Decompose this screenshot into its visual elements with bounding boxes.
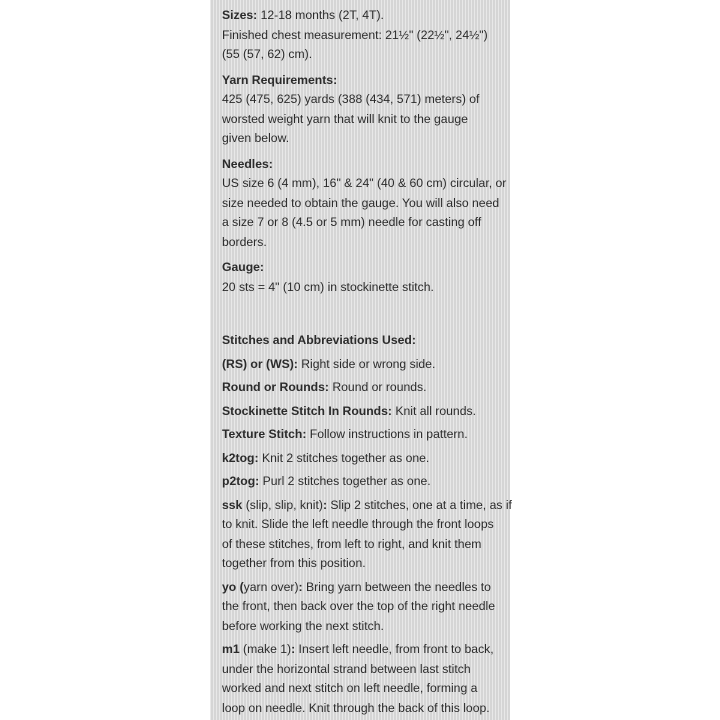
- abbr-def: of these stitches, from left to right, and knit them: [222, 536, 482, 551]
- abbr-term: Texture Stitch:: [222, 427, 307, 441]
- abbr-term: ssk: [222, 497, 243, 512]
- needles-section: [222, 155, 507, 253]
- abbr-term: k2tog:: [222, 450, 259, 465]
- abbr-item-m1: [222, 640, 504, 718]
- abbr-def: under the horizontal strand between last stitch: [222, 661, 471, 676]
- abbr-def: together from this position.: [222, 556, 366, 570]
- abbr-def: Right side or wrong side.: [297, 356, 436, 371]
- gauge-heading: Gauge:: [222, 260, 264, 274]
- yarn-line: worsted weight yarn that will knit to the gauge: [222, 111, 468, 126]
- abbr-def: Slip 2 stitches, one at a time, as if: [327, 497, 512, 512]
- sizes-line: Finished chest measurement: 21½" (22½", 24½"): [222, 27, 488, 42]
- abbr-item-k2tog: [222, 449, 504, 469]
- abbr-def: to knit. Slide the left needle through the front loops: [222, 517, 494, 531]
- needles-line: US size 6 (4 mm), 16" & 24" (40 & 60 cm) circular, or: [222, 176, 507, 190]
- abbr-def: Purl 2 stitches together as one.: [259, 474, 431, 488]
- abbr-item-ssk: [222, 496, 512, 574]
- abbr-term: yo (: [222, 579, 244, 594]
- abbr-colon: :: [291, 642, 296, 656]
- abbreviations-heading: Stitches and Abbreviations Used:: [222, 333, 416, 347]
- abbr-colon: :: [322, 497, 327, 512]
- abbr-item-yo: [222, 578, 504, 637]
- abbr-item-p2tog: [222, 472, 504, 492]
- abbr-term: Round or Rounds:: [222, 380, 329, 394]
- abbr-item-stockinette: [222, 402, 504, 422]
- yarn-line: given below.: [222, 131, 290, 145]
- abbr-item-texture: [222, 425, 504, 445]
- abbr-term: m1: [222, 642, 240, 656]
- abbr-def: Round or rounds.: [328, 380, 427, 394]
- needles-line: borders.: [222, 234, 267, 249]
- yarn-section: [222, 71, 504, 149]
- yarn-line: 425 (475, 625) yards (388 (434, 571) meters) of: [222, 92, 480, 106]
- needles-line: size needed to obtain the gauge. You will also need: [222, 195, 500, 210]
- needles-line: a size 7 or 8 (4.5 or 5 mm) needle for casting off: [222, 215, 482, 229]
- gauge-section: [222, 258, 504, 297]
- abbr-term: Stockinette Stitch In Rounds:: [222, 403, 392, 418]
- sizes-value: 12-18 months (2T, 4T).: [260, 8, 384, 22]
- abbr-def: Knit all rounds.: [391, 403, 476, 418]
- gauge-line: 20 sts = 4" (10 cm) in stockinette stitch.: [222, 279, 434, 294]
- sizes-line: (55 (57, 62) cm).: [222, 47, 313, 61]
- yarn-heading: Yarn Requirements:: [222, 72, 338, 87]
- needles-heading: Needles:: [222, 156, 273, 171]
- pattern-panel: [210, 0, 510, 720]
- abbr-def: Knit 2 stitches together as one.: [258, 450, 430, 465]
- abbr-extra: yarn over): [243, 579, 299, 594]
- abbr-def: loop on needle. Knit through the back of this loop.: [222, 700, 490, 715]
- abbr-def: the front, then back over the top of the right needle: [222, 599, 496, 613]
- abbr-extra: (make 1): [239, 642, 292, 656]
- abbr-item-rounds: [222, 378, 504, 398]
- abbr-colon: :: [298, 579, 303, 594]
- abbr-term: p2tog:: [222, 474, 260, 488]
- abbr-extra: (slip, slip, knit): [242, 497, 323, 512]
- abbr-def: Follow instructions in pattern.: [306, 427, 468, 441]
- abbr-def: before working the next stitch.: [222, 618, 384, 633]
- sizes-section: [222, 6, 504, 65]
- abbr-def: Bring yarn between the needles to: [302, 579, 491, 594]
- abbr-term: (RS) or (WS):: [222, 356, 298, 371]
- abbr-def: Insert left needle, from front to back,: [295, 642, 494, 656]
- abbr-item-rs-ws: [222, 355, 504, 375]
- abbr-def: worked and next stitch on left needle, forming a: [222, 681, 478, 695]
- sizes-heading: Sizes:: [222, 8, 258, 22]
